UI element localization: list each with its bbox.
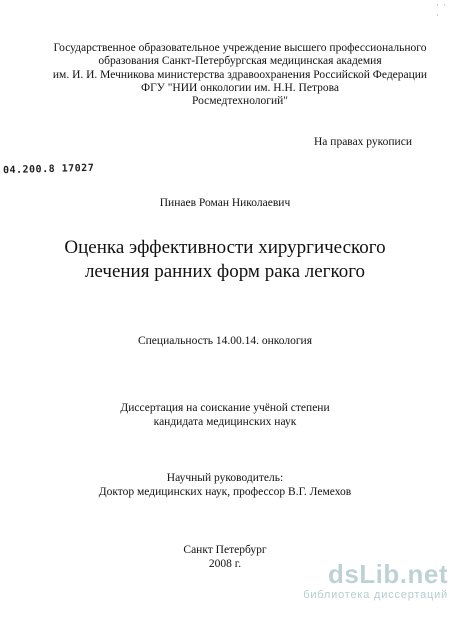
supervisor-name: Доктор медицинских наук, профессор В.Г. Лемехов [98,485,352,498]
watermark-subtitle: библиотека диссертаций [303,589,448,601]
corner-mark: · · · [436,0,448,20]
institution-line: образования Санкт-Петербургская медицинская академия [98,55,382,68]
degree-line: кандидата медицинских наук [153,415,297,428]
dissertation-title [0,236,450,284]
year: 2008 г. [208,557,242,570]
title-line: лечения ранних форм рака легкого [84,261,366,282]
library-stamp: 04.200.8 17027 [2,162,95,177]
specialty: Специальность 14.00.14. онкология [137,335,313,347]
institution-line: Росмедтехнологий" [191,95,289,108]
supervisor-block [0,472,450,499]
institution-header [30,42,450,108]
institution-line: ФГУ "НИИ онкологии им. Н.Н. Петрова [140,81,339,94]
degree-line: Диссертация на соискание учёной степени [120,402,330,414]
place-and-year [0,544,450,571]
city: Санкт Петербург [183,544,267,556]
degree-statement [0,402,450,429]
supervisor-label: Научный руководитель: [166,472,284,484]
title-line: Оценка эффективности хирургического [64,237,386,258]
institution-line: Государственное образовательное учреждение высшего профессионального [53,42,427,54]
institution-line: им. И. И. Мечникова министерства здравоохранения Российской Федерации [52,68,428,81]
watermark-logo: dsLib.net [327,559,448,589]
manuscript-rights-note: На правах рукописи [314,136,412,148]
author-name: Пинаев Роман Николаевич [159,197,291,209]
